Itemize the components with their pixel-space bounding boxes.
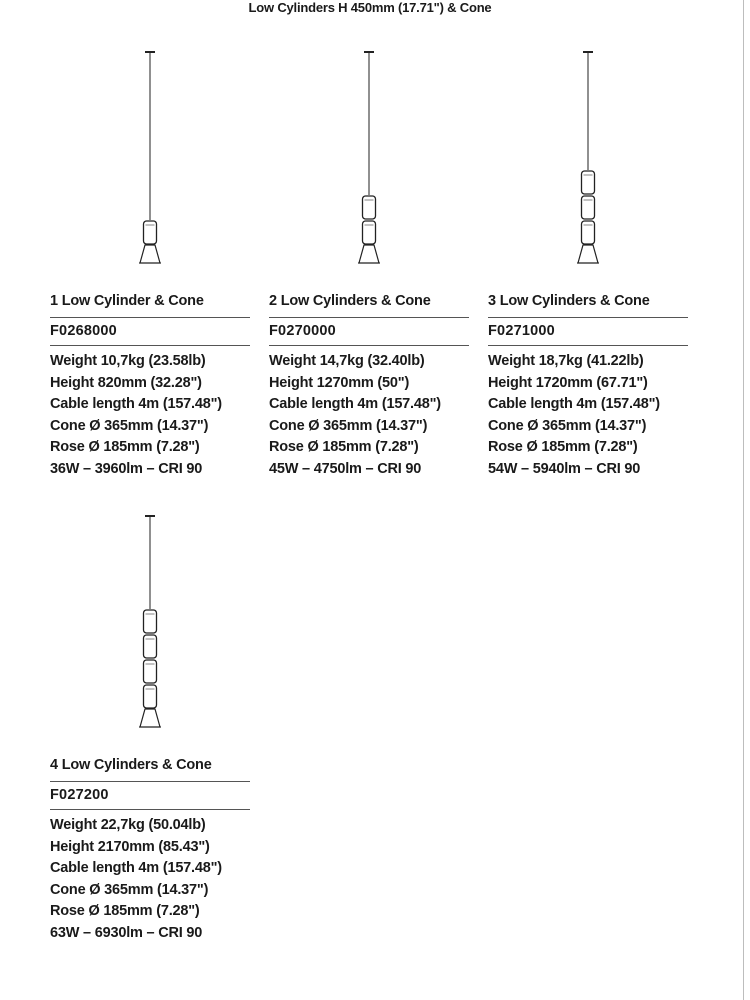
cylinder-shade xyxy=(582,171,595,194)
product-code: F0271000 xyxy=(488,323,555,339)
spec-power: 63W – 6930lm – CRI 90 xyxy=(50,924,203,941)
spec-height: Height 1720mm (67.71") xyxy=(488,374,648,391)
page-edge-rule xyxy=(743,0,744,1000)
pendant-lamp-icon xyxy=(349,48,389,268)
product-code: F027200 xyxy=(50,787,109,803)
page-title: Low Cylinders H 450mm (17.71") & Cone xyxy=(248,0,492,15)
divider xyxy=(488,345,688,346)
lamp-drawing-3 xyxy=(568,48,608,268)
spec-weight: Weight 10,7kg (23.58lb) xyxy=(50,353,206,369)
pendant-lamp-icon xyxy=(130,512,170,732)
cone-shade xyxy=(140,709,160,727)
divider xyxy=(488,317,688,318)
product-name: 1 Low Cylinder & Cone xyxy=(50,293,204,309)
cylinder-shade xyxy=(144,221,157,244)
spec-rose-diameter: Rose Ø 185mm (7.28") xyxy=(488,439,638,455)
divider xyxy=(50,317,250,318)
spec-power: 36W – 3960lm – CRI 90 xyxy=(50,460,203,477)
cone-shade xyxy=(359,245,379,263)
divider xyxy=(269,345,469,346)
cone-shade xyxy=(578,245,598,263)
spec-cone-diameter: Cone Ø 365mm (14.37") xyxy=(50,881,209,898)
spec-rose-diameter: Rose Ø 185mm (7.28") xyxy=(50,903,200,919)
spec-cable-length: Cable length 4m (157.48") xyxy=(269,396,441,412)
divider xyxy=(50,345,250,346)
divider xyxy=(269,317,469,318)
lamp-drawing-4 xyxy=(130,512,170,732)
spec-list xyxy=(50,351,222,480)
lamp-drawing-2 xyxy=(349,48,389,268)
spec-list xyxy=(50,815,222,944)
product-code: F0270000 xyxy=(269,323,336,339)
spec-weight: Weight 18,7kg (41.22lb) xyxy=(488,353,644,369)
cylinder-shade xyxy=(144,610,157,633)
spec-power: 54W – 5940lm – CRI 90 xyxy=(488,460,641,477)
spec-weight: Weight 14,7kg (32.40lb) xyxy=(269,353,425,369)
product-name: 3 Low Cylinders & Cone xyxy=(488,293,650,309)
cylinder-shade xyxy=(144,635,157,658)
pendant-lamp-icon xyxy=(130,48,170,268)
spec-power: 45W – 4750lm – CRI 90 xyxy=(269,460,422,477)
spec-cone-diameter: Cone Ø 365mm (14.37") xyxy=(50,417,209,434)
product-name: 4 Low Cylinders & Cone xyxy=(50,757,212,773)
spec-height: Height 2170mm (85.43") xyxy=(50,838,210,855)
divider xyxy=(50,809,250,810)
spec-cable-length: Cable length 4m (157.48") xyxy=(50,396,222,412)
cylinder-shade xyxy=(363,196,376,219)
spec-cable-length: Cable length 4m (157.48") xyxy=(488,396,660,412)
cylinder-shade xyxy=(582,196,595,219)
product-name: 2 Low Cylinders & Cone xyxy=(269,293,431,309)
cylinder-shade xyxy=(144,660,157,683)
lamp-drawing-1 xyxy=(130,48,170,268)
spec-cable-length: Cable length 4m (157.48") xyxy=(50,860,222,876)
divider xyxy=(50,781,250,782)
spec-height: Height 1270mm (50") xyxy=(269,374,410,391)
spec-list xyxy=(488,351,660,480)
cylinder-shade xyxy=(144,685,157,708)
spec-rose-diameter: Rose Ø 185mm (7.28") xyxy=(50,439,200,455)
cylinder-shade xyxy=(582,221,595,244)
cylinder-shade xyxy=(363,221,376,244)
product-code: F0268000 xyxy=(50,323,117,339)
pendant-lamp-icon xyxy=(568,48,608,268)
spec-cone-diameter: Cone Ø 365mm (14.37") xyxy=(269,417,428,434)
spec-height: Height 820mm (32.28") xyxy=(50,374,202,391)
cone-shade xyxy=(140,245,160,263)
spec-list xyxy=(269,351,441,480)
spec-weight: Weight 22,7kg (50.04lb) xyxy=(50,817,206,833)
spec-rose-diameter: Rose Ø 185mm (7.28") xyxy=(269,439,419,455)
spec-cone-diameter: Cone Ø 365mm (14.37") xyxy=(488,417,647,434)
